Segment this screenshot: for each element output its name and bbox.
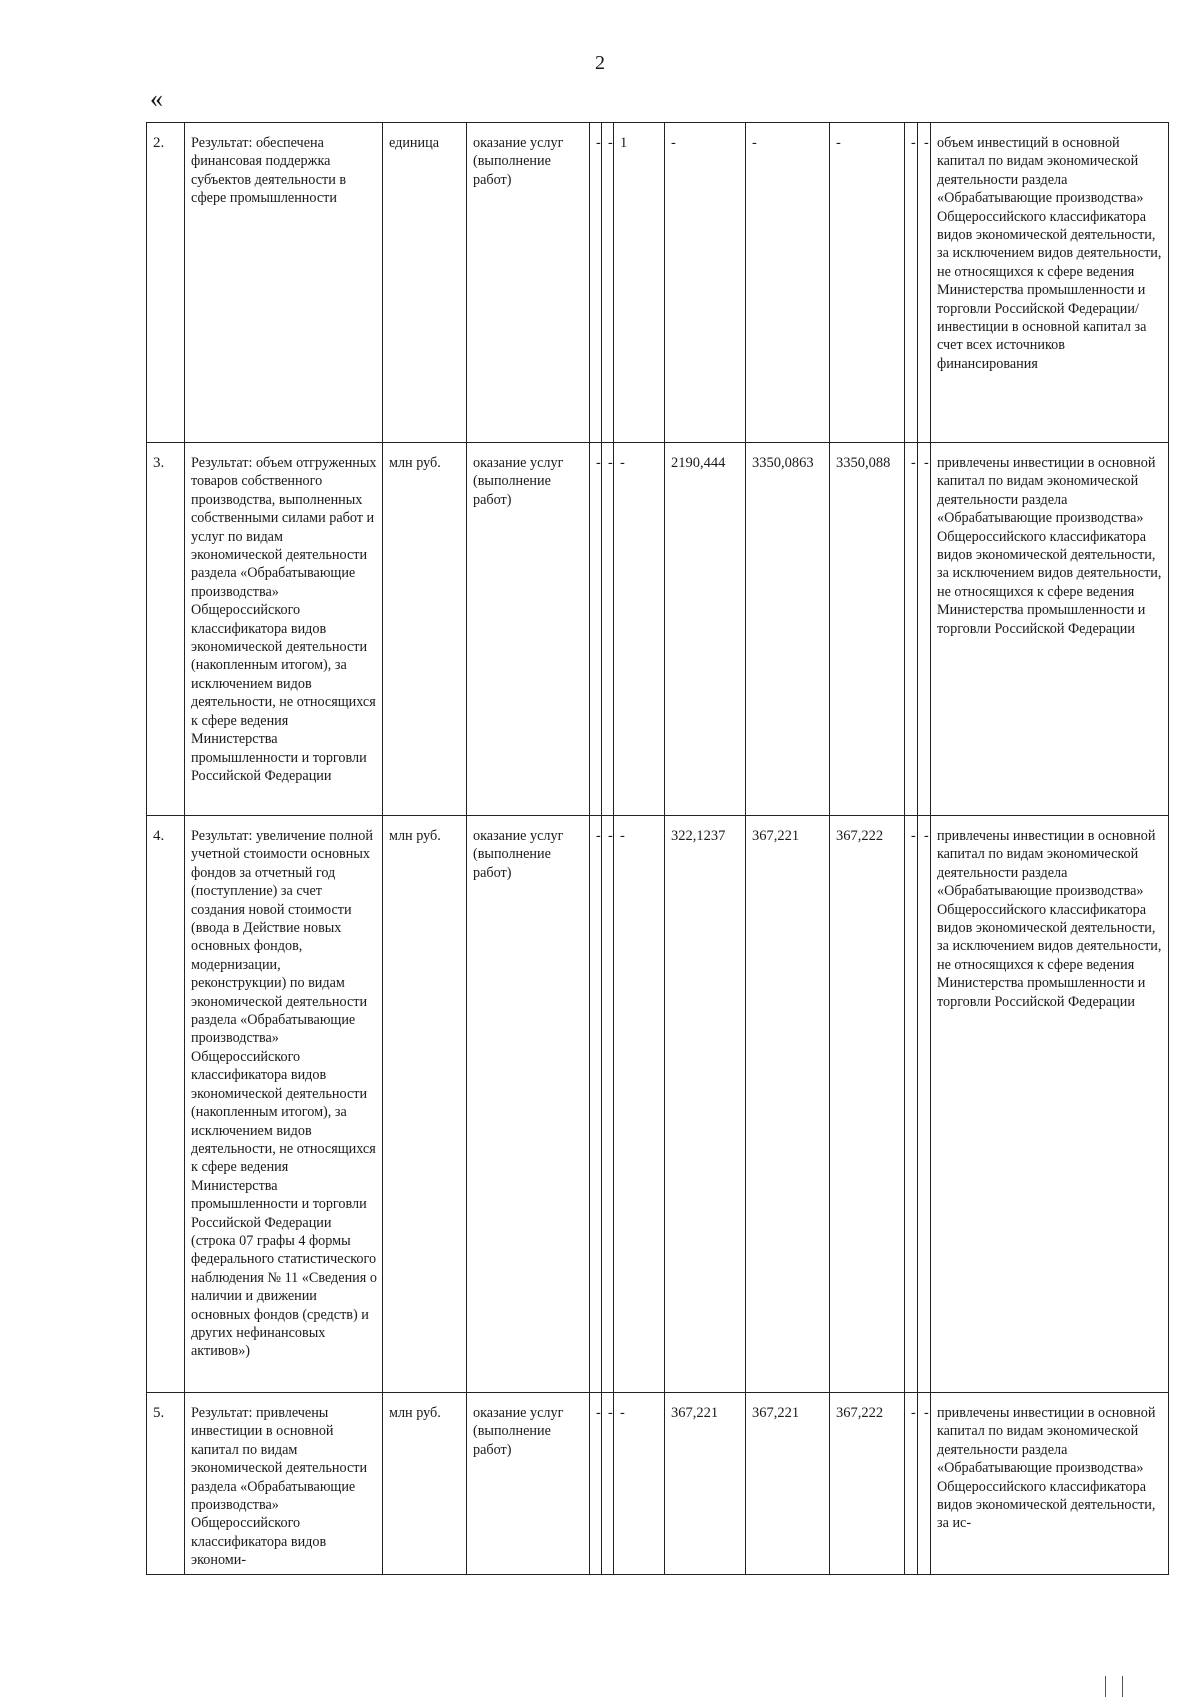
row-number: 4. [147, 816, 185, 1393]
unit-of-measure: единица [383, 123, 467, 443]
value-col-8: - [918, 1393, 931, 1575]
result-note: привлечены инвестиции в основной капитал по видам экономической деятельности раздела «Обрабатывающие производства» Общероссийского классификатора видов экономической деятельности, за ис- [931, 1393, 1169, 1575]
value-col-5: 367,221 [746, 816, 830, 1393]
value-col-3: - [614, 1393, 665, 1575]
value-col-8: - [918, 816, 931, 1393]
result-type: оказание услуг (выполнение работ) [467, 1393, 590, 1575]
value-col-1: - [590, 1393, 602, 1575]
value-col-4: 367,221 [665, 1393, 746, 1575]
value-col-6: 367,222 [830, 1393, 905, 1575]
value-col-7: - [905, 1393, 918, 1575]
value-col-5: 367,221 [746, 1393, 830, 1575]
unit-of-measure: млн руб. [383, 1393, 467, 1575]
value-col-5: - [746, 123, 830, 443]
table-row [147, 1393, 1169, 1575]
result-description: Результат: привлечены инвестиции в основной капитал по видам экономической деятельности раздела «Обрабатывающие производства» Общероссийского классификатора видов экономи- [185, 1393, 383, 1575]
result-note: привлечены инвестиции в основной капитал по видам экономической деятельности раздела «Обрабатывающие производства» Общероссийского классификатора видов экономической деятельности, за исключением видов деятельности, не относящихся к сфере ведения Министерства промышленности и торговли Российской Федерации [931, 816, 1169, 1393]
value-col-8: - [918, 123, 931, 443]
value-col-2: - [602, 1393, 614, 1575]
value-col-7: - [905, 123, 918, 443]
value-col-7: - [905, 816, 918, 1393]
results-table [146, 122, 1169, 1575]
result-description: Результат: объем отгруженных товаров собственного производства, выполненных собственными силами работ и услуг по видам экономической деятельности раздела «Обрабатывающие производства» Общероссийского классификатора видов экономической деятельности (накопленным итогом), за исключением видов деятельности, не относящихся к сфере ведения Министерства промышленности и торговли Российской Федерации [185, 443, 383, 816]
row-number: 3. [147, 443, 185, 816]
value-col-1: - [590, 123, 602, 443]
unit-of-measure: млн руб. [383, 816, 467, 1393]
value-col-6: - [830, 123, 905, 443]
table-row [147, 123, 1169, 443]
table-row [147, 816, 1169, 1393]
value-col-4: - [665, 123, 746, 443]
row-number: 5. [147, 1393, 185, 1575]
value-col-6: 367,222 [830, 816, 905, 1393]
value-col-3: 1 [614, 123, 665, 443]
value-col-2: - [602, 123, 614, 443]
opening-quote-mark: « [150, 84, 163, 113]
value-col-8: - [918, 443, 931, 816]
result-type: оказание услуг (выполнение работ) [467, 443, 590, 816]
result-description: Результат: обеспечена финансовая поддержка субъектов деятельности в сфере промышленности [185, 123, 383, 443]
table-row [147, 443, 1169, 816]
value-col-1: - [590, 816, 602, 1393]
result-description: Результат: увеличение полной учетной стоимости основных фондов за отчетный год (поступление) за счет создания новой стоимости (ввода в Действие новых основных фондов, модернизации, реконструкции) по видам экономической деятельности раздела «Обрабатывающие производства» Общероссийского классификатора видов экономической деятельности (накопленным итогом), за исключением видов деятельности, не относящихся к сфере ведения Министерства промышленности и торговли Российской Федерации (строка 07 графы 4 формы федерального статистического наблюдения № 11 «Сведения о наличии и движении основных фондов (средств) и других нефинансовых активов») [185, 816, 383, 1393]
unit-of-measure: млн руб. [383, 443, 467, 816]
scan-edge-mark [1122, 1676, 1123, 1697]
row-number: 2. [147, 123, 185, 443]
scan-edge-mark [1105, 1676, 1106, 1697]
value-col-1: - [590, 443, 602, 816]
value-col-4: 322,1237 [665, 816, 746, 1393]
value-col-6: 3350,088 [830, 443, 905, 816]
result-type: оказание услуг (выполнение работ) [467, 123, 590, 443]
value-col-2: - [602, 443, 614, 816]
value-col-3: - [614, 816, 665, 1393]
result-note: привлечены инвестиции в основной капитал по видам экономической деятельности раздела «Обрабатывающие производства» Общероссийского классификатора видов экономической деятельности, за исключением видов деятельности, не относящихся к сфере ведения Министерства промышленности и торговли Российской Федерации [931, 443, 1169, 816]
value-col-2: - [602, 816, 614, 1393]
result-note: объем инвестиций в основной капитал по видам экономической деятельности раздела «Обрабатывающие производства» Общероссийского классификатора видов экономической деятельности, за исключением видов деятельности, не относящихся к сфере ведения Министерства промышленности и торговли Российской Федерации/инвестиции в основной капитал за счет всех источников финансирования [931, 123, 1169, 443]
value-col-3: - [614, 443, 665, 816]
page-number: 2 [595, 52, 605, 74]
value-col-7: - [905, 443, 918, 816]
value-col-5: 3350,0863 [746, 443, 830, 816]
result-type: оказание услуг (выполнение работ) [467, 816, 590, 1393]
value-col-4: 2190,444 [665, 443, 746, 816]
